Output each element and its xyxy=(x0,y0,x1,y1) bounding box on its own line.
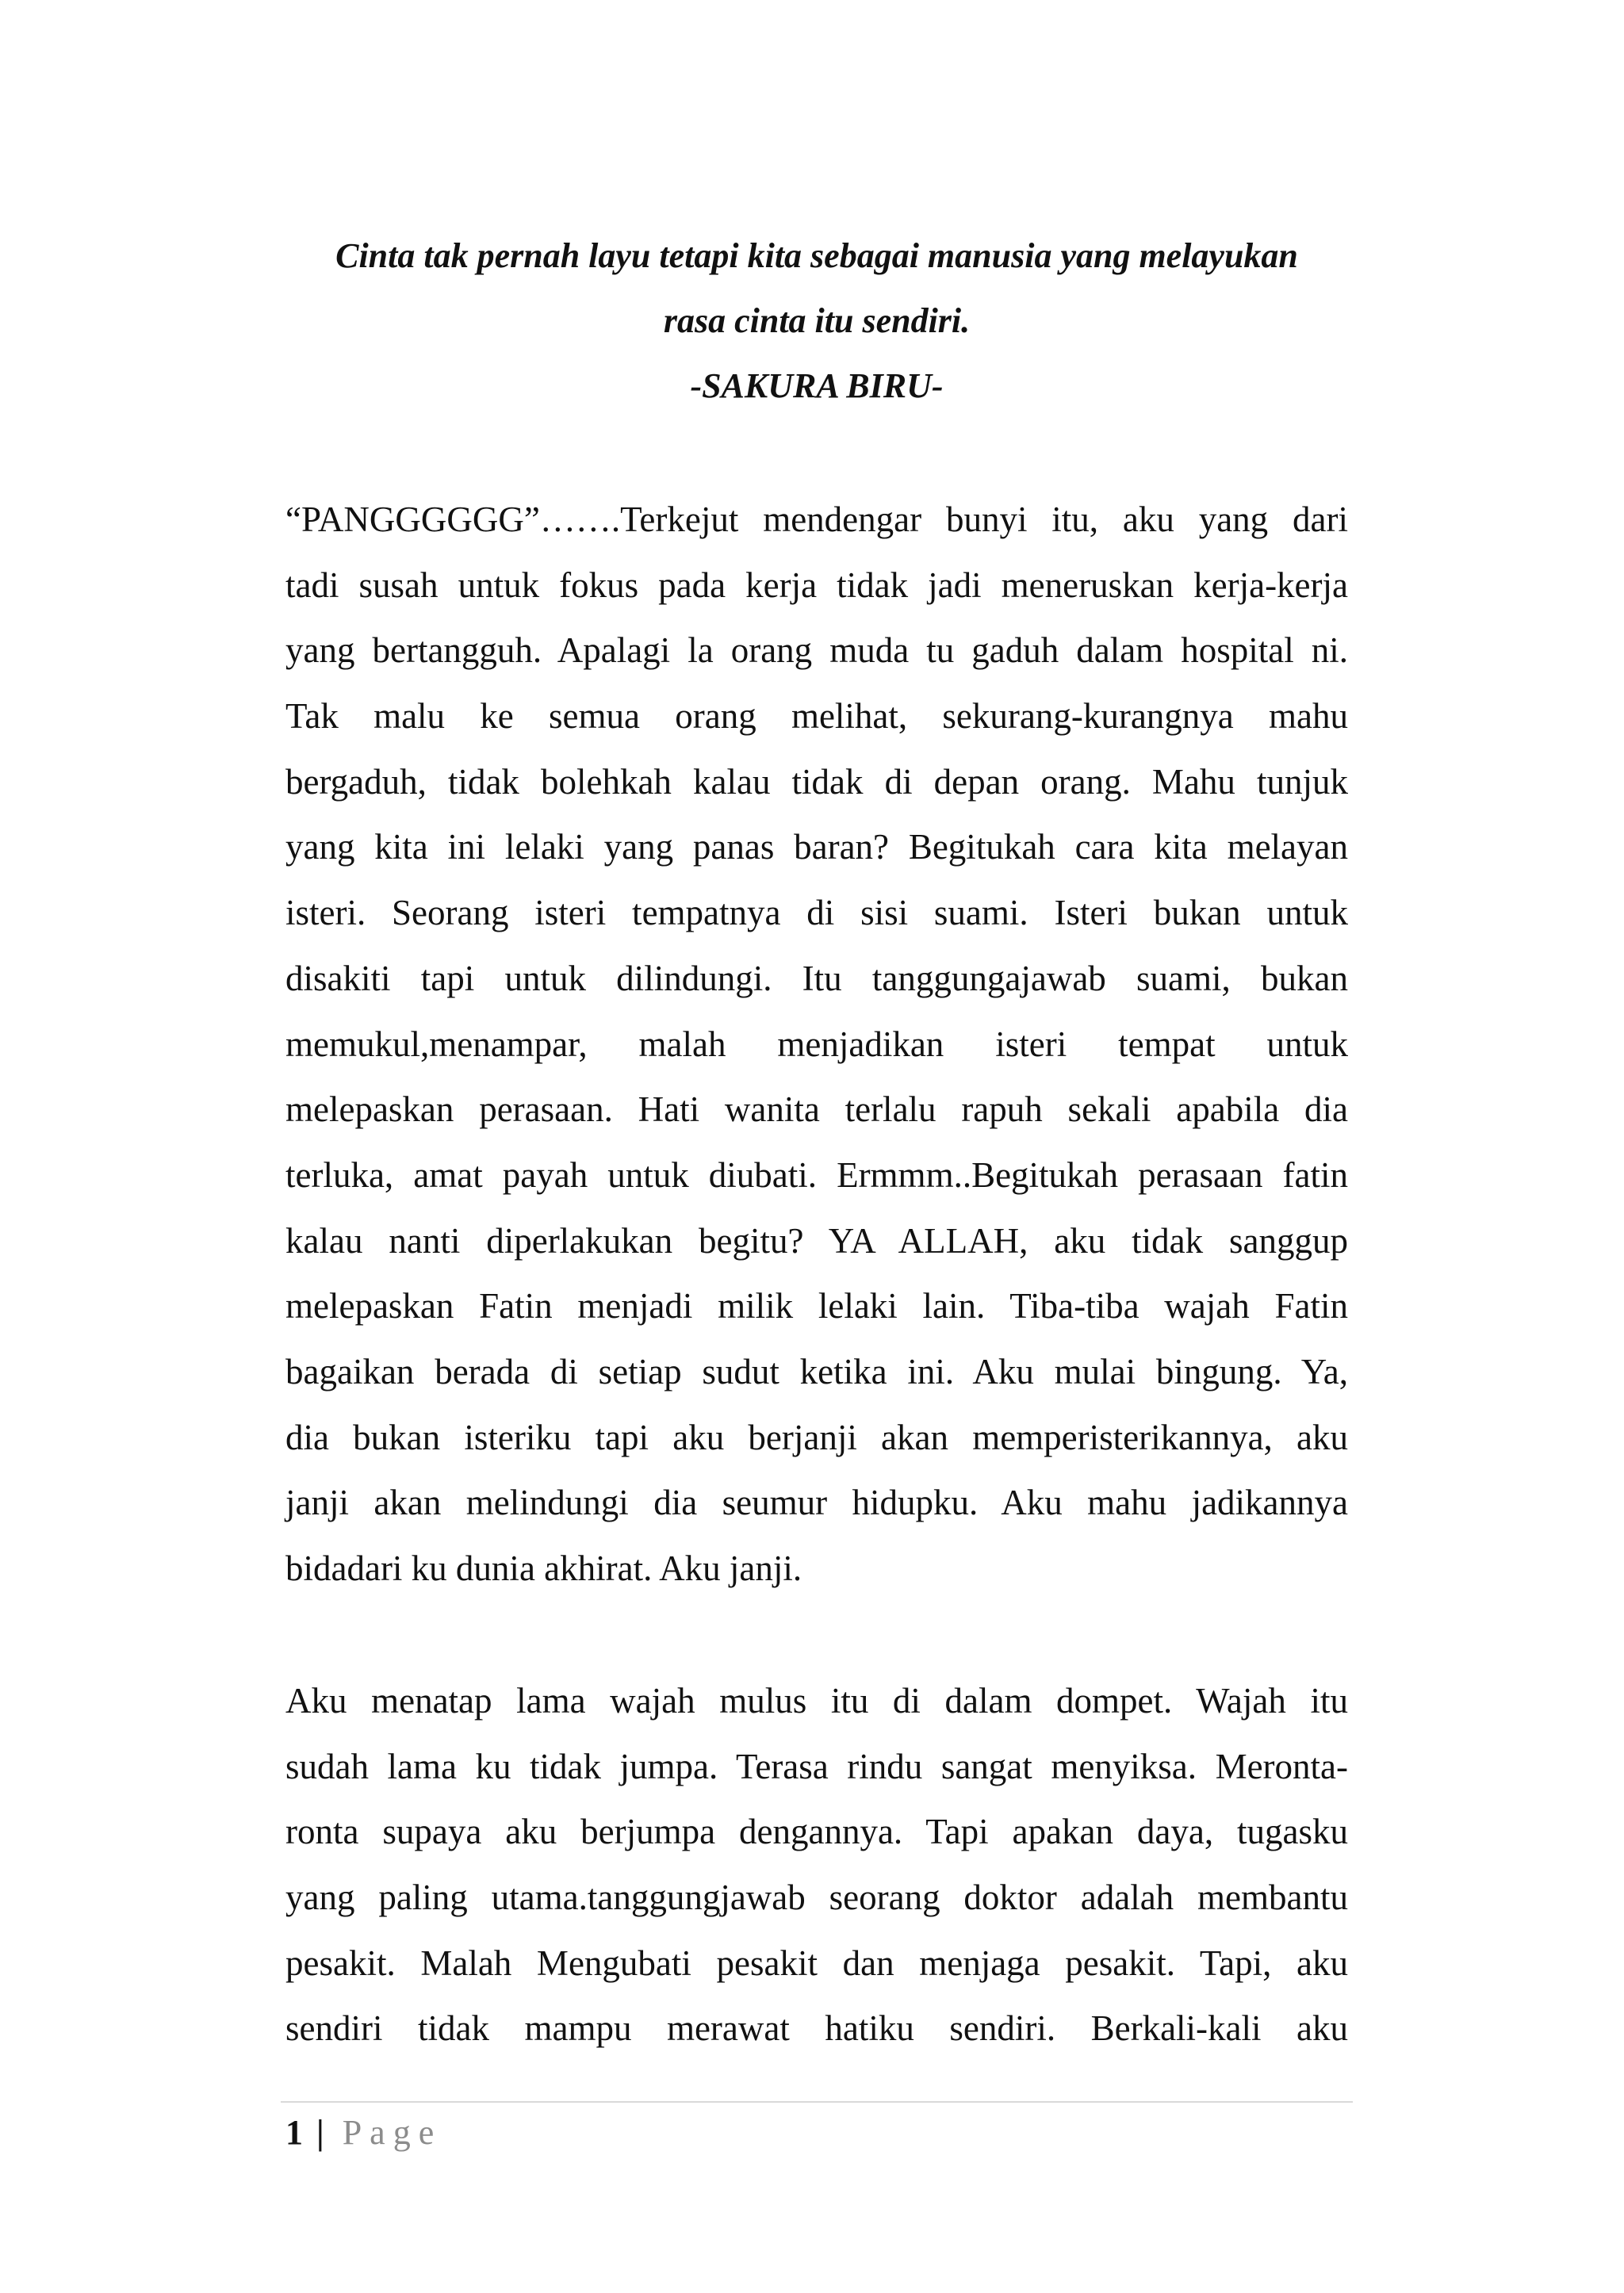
text-line: kalau nanti diperlakukan begitu? YA ALLAH, aku tidak sanggup xyxy=(285,1220,1348,1261)
text-line: pesakit. Malah Mengubati pesakit dan menjaga pesakit. Tapi, aku xyxy=(285,1943,1348,1983)
paragraph-2 xyxy=(285,1668,1348,2061)
text-line: ronta supaya aku berjumpa dengannya. Tapi apakan daya, tugasku xyxy=(285,1812,1348,1852)
text-line: yang bertangguh. Apalagi la orang muda tu gaduh dalam hospital ni. xyxy=(285,630,1348,671)
epigraph-line: Cinta tak pernah layu tetapi kita sebagai manusia yang melayukan xyxy=(335,236,1298,275)
page-footer xyxy=(285,2109,442,2157)
text-line: Tak malu ke semua orang melihat, sekurang-kurangnya mahu xyxy=(285,696,1348,737)
footer-divider xyxy=(281,2101,1353,2103)
text-line: terluka, amat payah untuk diubati. Ermmm..Begitukah perasaan fatin xyxy=(285,1154,1348,1195)
epigraph-attribution: -SAKURA BIRU- xyxy=(690,366,944,405)
text-line: yang paling utama.tanggungjawab seorang doktor adalah membantu xyxy=(285,1878,1348,1918)
text-line: isteri. Seorang isteri tempatnya di sisi suami. Isteri bukan untuk xyxy=(285,893,1348,933)
text-line: sudah lama ku tidak jumpa. Terasa rindu sangat menyiksa. Meronta- xyxy=(285,1746,1348,1786)
text-line: disakiti tapi untuk dilindungi. Itu tanggungajawab suami, bukan xyxy=(285,958,1348,998)
text-line: sendiri tidak mampu merawat hatiku sendiri. Berkali-kali aku xyxy=(285,2008,1348,2049)
text-line: tadi susah untuk fokus pada kerja tidak jadi meneruskan kerja-kerja xyxy=(285,565,1348,605)
text-line: melepaskan Fatin menjadi milik lelaki lain. Tiba-tiba wajah Fatin xyxy=(285,1286,1348,1326)
text-line: melepaskan perasaan. Hati wanita terlalu rapuh sekali apabila dia xyxy=(285,1089,1348,1130)
text-line: bergaduh, tidak bolehkah kalau tidak di depan orang. Mahu tunjuk xyxy=(285,761,1348,802)
epigraph xyxy=(285,224,1348,419)
text-line: dia bukan isteriku tapi aku berjanji akan memperisterikannya, aku xyxy=(285,1417,1348,1457)
footer-separator: | xyxy=(316,2113,324,2152)
text-line: bidadari ku dunia akhirat. Aku janji. xyxy=(285,1548,802,1588)
epigraph-line: rasa cinta itu sendiri. xyxy=(663,301,971,340)
text-line: “PANGGGGGG”…….Terkejut mendengar bunyi itu, aku yang dari xyxy=(285,500,1348,539)
text-line: memukul,menampar, malah menjadikan isteri tempat untuk xyxy=(285,1024,1348,1064)
text-line: bagaikan berada di setiap sudut ketika ini. Aku mulai bingung. Ya, xyxy=(285,1351,1348,1391)
paragraph-1 xyxy=(285,487,1348,1602)
page-label: Page xyxy=(342,2113,442,2152)
page-number: 1 xyxy=(285,2113,303,2152)
text-line: janji akan melindungi dia seumur hidupku. Aku mahu jadikannya xyxy=(285,1483,1348,1523)
text-line: Aku menatap lama wajah mulus itu di dalam dompet. Wajah itu xyxy=(285,1681,1348,1721)
text-line: yang kita ini lelaki yang panas baran? Begitukah cara kita melayan xyxy=(285,827,1348,867)
